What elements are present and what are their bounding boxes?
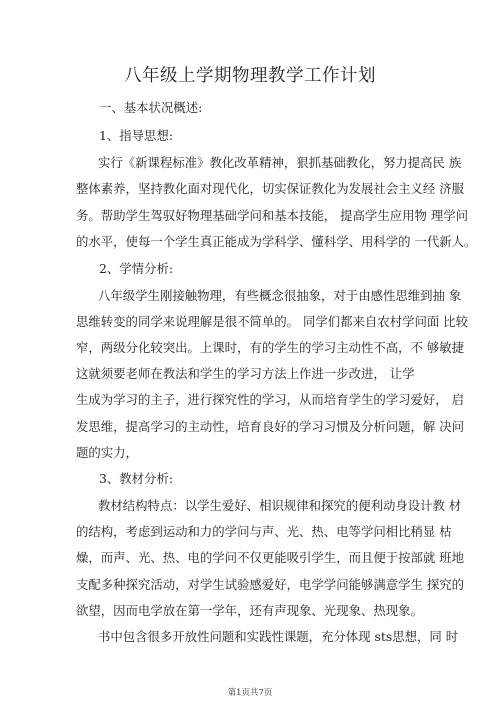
paragraph-line: 生成为学习的主子，进行探究性的学习，从而培育学生的学习爱好， 启: [76, 392, 465, 407]
document-title: 八年级上学期物理教学工作计划: [124, 66, 376, 86]
paragraph-line: 的结构，考虑到运动和力的学问与声、光、热、电等学问相比稍显 枯: [76, 524, 452, 539]
paragraph-line: 整体素养，坚持教化面对现代化，切实保证教化为发展社会主义经 济服: [76, 181, 465, 196]
paragraph-line: 书中包含很多开放性问题和实践性课题，充分体现 sts思想，同 时: [98, 629, 459, 644]
paragraph-line: 窄，两级分化较突出。上课时，有的学生的学习主动性不高，不 够敏捷: [76, 340, 465, 355]
paragraph-line: 这就须要老师在教法和学生的学习方法上作进一步改进， 让学: [76, 366, 415, 381]
paragraph-line: 支配多种探究活动，对学生试验感爱好，电学学问能够满意学生 探究的: [76, 577, 465, 592]
section-heading-basic-overview: 一、基本状况概述:: [99, 100, 203, 115]
paragraph-line: 题的实力，: [76, 445, 138, 460]
subsection-heading-guiding-ideology: 1、指导思想:: [99, 128, 174, 143]
paragraph-line: 欲望，因而电学放在第一学年，还有声现象、光现象、热现象。: [76, 603, 423, 618]
paragraph-line: 实行《新课程标准》教化改革精神，狠抓基础教化，努力提高民 族: [98, 155, 462, 170]
page-number-footer: 第1页共7页: [227, 688, 273, 698]
paragraph-line: 务。帮助学生驾驭好物理基础学问和基本技能， 提高学生应用物 理学问: [76, 208, 468, 223]
paragraph-line: 思维转变的同学来说理解是很不简单的。 同学们都来自农村学问面 比较: [76, 314, 468, 329]
subsection-heading-textbook-analysis: 3、教材分析:: [99, 471, 174, 486]
paragraph-line: 的水平，使每一个学生真正能成为学科学、懂科学、用科学的 一代新人。: [76, 234, 477, 249]
paragraph-line: 八年级学生刚接触物理，有些概念很抽象，对于由感性思维到抽 象: [98, 288, 462, 303]
paragraph-line: 燥，而声、光、热、电的学问不仅更能吸引学生，而且便于按部就 班地: [76, 550, 465, 565]
subsection-heading-student-analysis: 2、学情分析:: [99, 261, 174, 276]
paragraph-line: 发思维，提高学习的主动性，培育良好的学习习惯及分析问题，解 决问: [76, 419, 465, 434]
paragraph-line: 教材结构特点：以学生爱好、相识规律和探究的便利动身设计教 材: [98, 498, 462, 513]
